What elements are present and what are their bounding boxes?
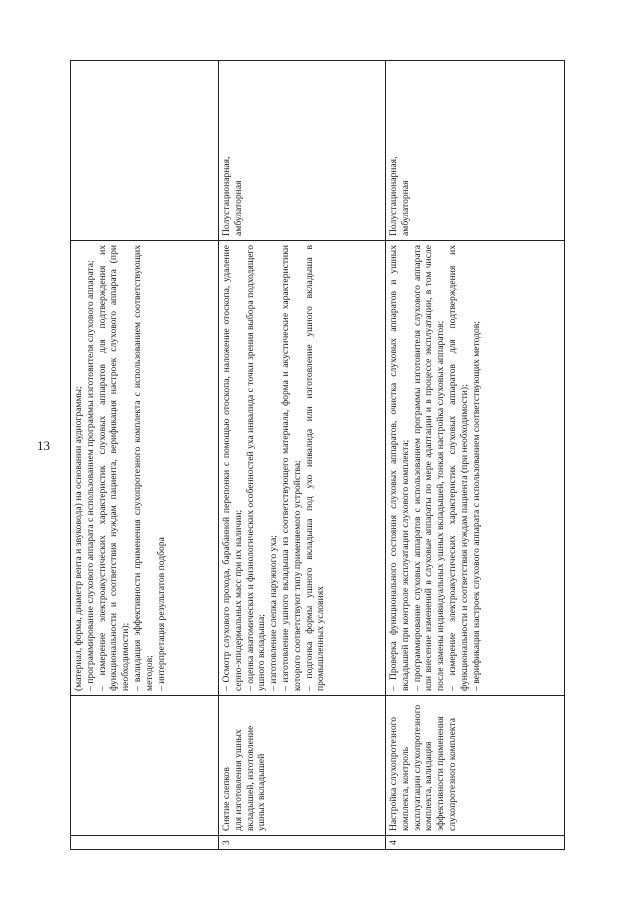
service-name-cell	[386, 696, 565, 836]
work-item: – валидация эффективности применения слухопротезного комплекта с использованием соответствующих методов;	[131, 245, 155, 691]
service-form-line: Полустационарная,	[221, 156, 232, 236]
row-number-cell	[71, 836, 219, 850]
work-item: – Осмотр слухового прохода, барабанной перепонки с помощью отоскопа, наложение отоскопа, удаление серно-эпидермальных масс при их наличии;	[221, 245, 244, 691]
table-row	[386, 61, 565, 850]
work-list-cell	[71, 241, 219, 696]
table-row	[219, 61, 386, 850]
service-name-line: слухопротезного комплекта	[446, 718, 458, 831]
row-number-cell: 4	[386, 836, 565, 850]
work-item: – измерение электроакустических характеристик слуховых аппаратов для подтверждения их функциональности и соответствия нуждам пациента (при необходимости);	[446, 245, 470, 691]
work-item: – измерение электроакустических характеристик слуховых аппаратов для подтверждения их функциональности и соответствия нуждам пациента, верификация настроек слухового аппарата (при необходимости);	[96, 245, 132, 691]
table-row	[71, 61, 219, 850]
service-form-cell	[219, 61, 386, 241]
service-form-line: амбулаторная	[232, 180, 244, 236]
service-name-line: эффективности применения	[435, 716, 447, 831]
work-list-cell	[386, 241, 565, 696]
work-item: – изготовление слепка наружного уха;	[268, 535, 280, 691]
row-number-cell: 3	[219, 836, 386, 850]
page-number: 13	[37, 438, 50, 453]
service-name-line: Снятие слепков	[221, 767, 232, 831]
service-name-cell	[219, 696, 386, 836]
service-name-cell	[71, 696, 219, 836]
work-item: – интерпретация результатов подбора	[155, 537, 167, 691]
work-item: – изготовление ушного вкладыша из соответствующего материала, форма и акустические характеристики которого соответствуют типу применяемого устройства;	[279, 245, 303, 691]
service-name-line: вкладышей, изготовление	[244, 725, 256, 831]
service-name-line: Настройка слухопротезного	[388, 716, 399, 831]
service-name-line: комплекта, контроль	[399, 747, 411, 831]
service-form-line: Полустационарная,	[388, 156, 399, 236]
services-table	[70, 60, 565, 850]
work-item: – программирование слухового аппарата с использованием программы изготовителя слухового аппарата;	[84, 260, 96, 691]
service-name-line: эксплуатации слухопротезного	[411, 704, 423, 831]
work-item: – оценка анатомических и физиологических особенностей уха инвалида с точки зрения выбора подходящего ушного вкладыша;	[244, 245, 268, 691]
service-name-line: для изготовления ушных	[232, 729, 244, 831]
work-item: – верификация настроек слухового аппарата с использованием соответствующих методов;	[470, 321, 482, 691]
work-item: – Проверка функционального состояния слуховых аппаратов, очистка слуховых аппаратов и ушных вкладышей при контроле эксплуатации слухового комплекта;	[388, 245, 411, 691]
rotated-page-content	[70, 60, 564, 850]
work-item: (материал, форма, диаметр вента и звуковода) на основании аудиограммы;	[73, 386, 84, 691]
service-name-line: ушных вкладышей	[256, 753, 268, 831]
work-list-cell	[219, 241, 386, 696]
service-name-line: комплекта, валидация	[423, 741, 435, 831]
service-form-line: амбулаторная	[399, 180, 411, 236]
work-item: – подгонка формы ушного вкладыша под ухо инвалида или изготовление ушного вкладыша в промышленных условиях	[303, 245, 327, 691]
work-item: – программирование слуховых аппаратов с использованием программы изготовителя слухового аппарата или внесение изменений в слуховые аппараты по мере адаптации и в процессе эксплуатации, в том числе после замены индивидуальных ушных вкладышей, тонкая настройка слуховых аппаратов;	[411, 245, 447, 691]
service-form-cell	[71, 61, 219, 241]
service-form-cell	[386, 61, 565, 241]
